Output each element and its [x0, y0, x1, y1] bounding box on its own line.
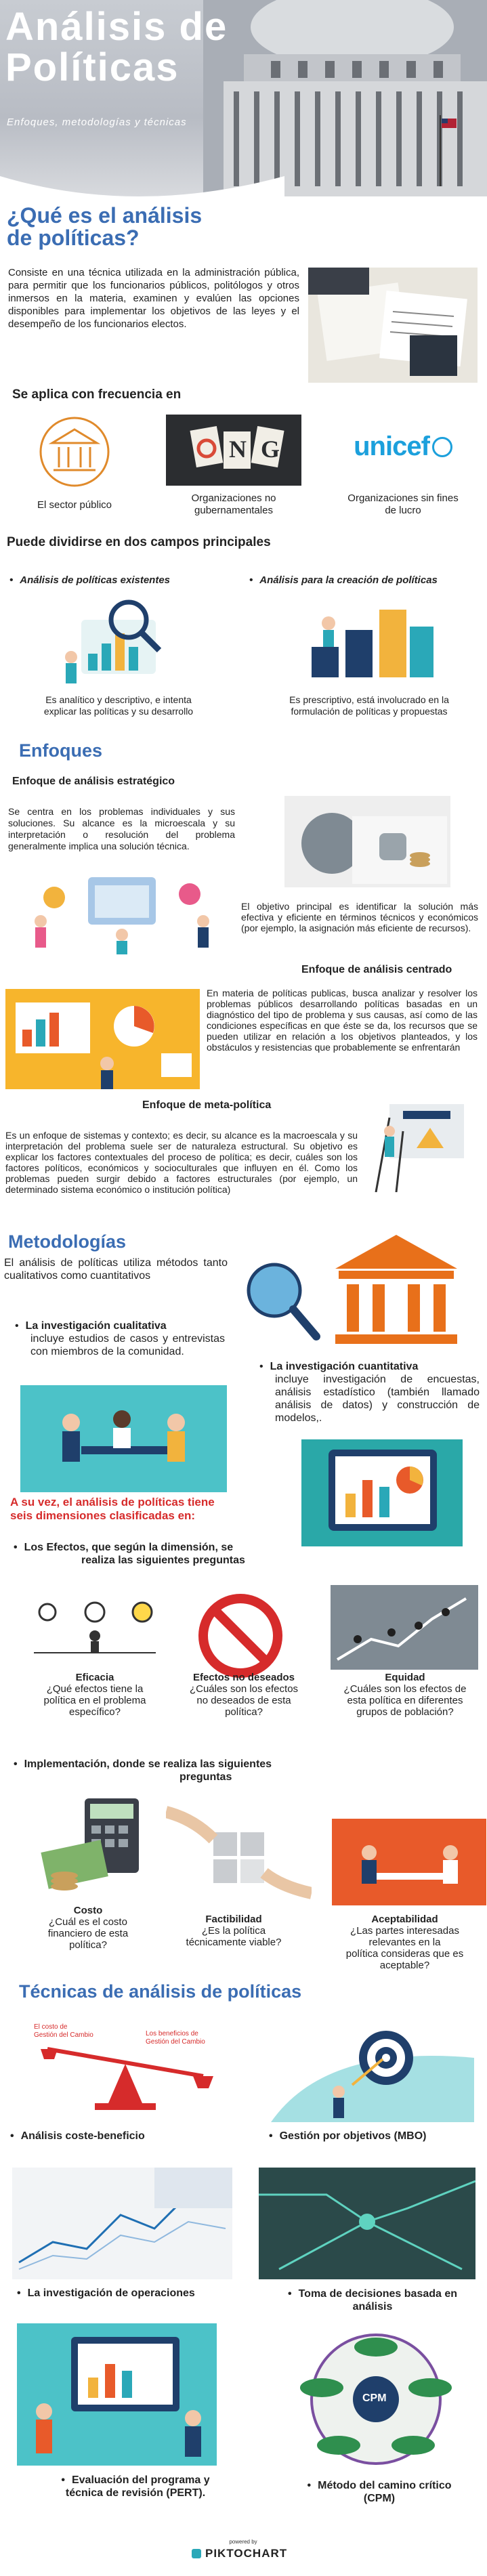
effect-efficacy-title: Eficacia — [75, 1672, 114, 1683]
bullet — [14, 1758, 24, 1770]
methods-heading: Metodologías — [8, 1231, 126, 1252]
interview-illustration — [20, 1385, 227, 1492]
strategic-photo — [284, 796, 450, 887]
impl-cost — [20, 1905, 156, 1951]
effect-equity-title: Equidad — [385, 1672, 425, 1683]
effect-unwanted-line-2: no deseados de esta — [196, 1695, 291, 1706]
equity-illustration — [331, 1585, 478, 1670]
intro-heading — [7, 205, 202, 249]
bullet — [249, 574, 259, 586]
cpm-label: CPM — [362, 2392, 387, 2404]
intro-heading-line-1: ¿Qué es el análisis — [7, 203, 203, 228]
technique-decisions-line-1: Toma de decisiones basada en — [298, 2288, 458, 2300]
impl-feasibility-line-1: ¿Es la política — [201, 1925, 266, 1937]
effect-unwanted — [169, 1672, 318, 1718]
impl-acceptability-line-4: aceptable? — [379, 1960, 430, 1971]
page-subtitle: Enfoques, metodologías y técnicas — [7, 117, 187, 128]
bullet — [14, 1542, 24, 1553]
fields-heading: Puede dividirse en dos campos principales — [7, 535, 271, 549]
nonprofit-label-line-1: Organizaciones sin fines — [347, 492, 459, 504]
technique-operations-label: La investigación de operaciones — [27, 2287, 195, 2299]
effect-equity — [324, 1672, 486, 1718]
meta-text: Es un enfoque de sistemas y contexto; es decir, su alcance es la macroescala y su interpretación del problema suele ser de naturaleza estructural. Su objetivo es explicar los factores contextuales del proceso de política; es decir, cuáles son los factores políticos, económicos y socioculturales que influyen en él. Como los problemas pueden surgir debido a factores estructurales (por ejemplo, un determinado sistema económico o institución política) — [5, 1130, 358, 1195]
technique-pert — [27, 2474, 244, 2499]
field-existing-desc-line-1: Es analítico y descriptivo, e intenta — [45, 694, 192, 705]
operations-chart-photo — [12, 2168, 232, 2279]
scale-illustration — [27, 2022, 224, 2113]
effect-unwanted-title: Efectos no deseados — [192, 1672, 295, 1683]
bullet — [308, 2480, 318, 2491]
effect-unwanted-line-3: política? — [225, 1706, 263, 1718]
title-line-2: Políticas — [5, 45, 179, 89]
centered-text: En materia de políticas publicas, busca analizar y resolver los problemas públicos desarrollando políticas basadas en un diagnóstico del tipo de problema y sus causas, así como de las condiciones específicas en que éste se da, los recursos que se pueden utilizar en relación a los objetivos planteados, y los obstáculos y resistencias que probablemente se enfrentarán — [207, 988, 478, 1053]
page-title — [5, 7, 228, 88]
footer-brand[interactable] — [192, 2547, 287, 2560]
methods-text: El análisis de políticas utiliza métodos tanto cualitativos como cuantitativos — [4, 1257, 228, 1282]
technique-cpm-line-1: Método del camino crítico — [318, 2480, 452, 2491]
impl-heading — [14, 1758, 272, 1783]
piktochart-logo-icon — [192, 2549, 201, 2558]
effect-unwanted-line-1: ¿Cuáles son los efectos — [189, 1683, 299, 1695]
qual-block — [15, 1319, 225, 1358]
applies-label-public: El sector público — [37, 499, 112, 511]
strategic-text: Se centra en los problemas individuales y sus soluciones. Su alcance es la microescala y su interpretación o resolución del problema generalmente implica una solución técnica. — [8, 806, 235, 851]
impl-acceptability-title: Aceptabilidad — [371, 1914, 438, 1925]
technique-decisions — [271, 2287, 474, 2313]
impl-feasibility-title: Factibilidad — [205, 1914, 262, 1925]
technique-cost-benefit — [10, 2130, 145, 2142]
efficacy-illustration — [27, 1585, 163, 1670]
applies-label-nonprofit — [325, 492, 481, 517]
ngo-label-line-1: Organizaciones no — [191, 492, 276, 504]
effect-efficacy — [20, 1672, 169, 1718]
target-illustration — [271, 2017, 474, 2122]
effect-efficacy-line-2: política en el problema — [43, 1695, 146, 1706]
documents-illustration — [308, 268, 478, 383]
ngo-image — [166, 415, 301, 486]
effects-heading-line-2: realiza las siguientes preguntas — [81, 1555, 245, 1566]
technique-operations — [17, 2287, 195, 2300]
effects-heading-line-1: Los Efectos, que según la dimensión, se — [24, 1542, 234, 1553]
footer-powered: powered by — [229, 2539, 257, 2545]
dimensions-heading-line-2: seis dimensiones clasificadas en: — [10, 1509, 196, 1522]
institution-icon — [332, 1231, 461, 1350]
field-existing-title-text: Análisis de políticas existentes — [20, 574, 171, 586]
meta-title: Enfoque de meta-política — [142, 1099, 272, 1111]
field-creation-desc-line-2: formulación de políticas y propuestas — [291, 706, 448, 717]
header-banner — [0, 0, 487, 196]
unicef-wordmark: unicef — [354, 431, 429, 461]
bullet — [9, 574, 20, 586]
cpm-diagram — [291, 2330, 461, 2469]
unicef-logo — [332, 421, 474, 472]
impl-feasibility — [163, 1914, 305, 1948]
pert-illustration — [17, 2323, 217, 2466]
impl-cost-line-1: ¿Cuál es el costo — [49, 1916, 127, 1928]
effect-equity-line-2: esta política en diferentes — [347, 1695, 463, 1706]
strategic-illustration — [14, 857, 230, 955]
meta-illustration — [362, 1091, 481, 1192]
intro-image — [308, 268, 478, 383]
technique-pert-line-2: técnica de revisión (PERT). — [65, 2487, 206, 2499]
dimensions-heading — [10, 1496, 215, 1523]
field-creation-illustration — [298, 589, 444, 691]
field-creation-title-text: Análisis para la creación de políticas — [259, 574, 438, 586]
impl-acceptability-line-2: relevantes en la — [368, 1937, 441, 1948]
field-creation-title — [249, 574, 438, 586]
effect-equity-line-1: ¿Cuáles son los efectos de — [343, 1683, 467, 1695]
technique-cpm — [284, 2479, 474, 2505]
ngo-letter-g: G — [261, 436, 280, 463]
scale-right-line-1: Los beneficios de — [146, 2030, 198, 2037]
impl-acceptability-line-1: ¿Las partes interesadas — [350, 1925, 459, 1937]
puzzle-illustration — [166, 1798, 312, 1905]
field-creation-desc-line-1: Es prescriptivo, está involucrado en la — [289, 694, 449, 705]
nonprofit-label-line-2: de lucro — [385, 505, 421, 516]
bullet — [288, 2288, 299, 2300]
bullet — [259, 1361, 270, 1372]
tablet-illustration — [301, 1439, 463, 1546]
strategic-title: Enfoque de análisis estratégico — [12, 776, 175, 787]
impl-cost-line-2: financiero de esta — [47, 1928, 129, 1939]
field-existing-desc-line-2: explicar las políticas y su desarrollo — [43, 706, 194, 717]
dimensions-heading-line-1: A su vez, el análisis de políticas tiene — [10, 1496, 215, 1508]
impl-cost-line-3: política? — [69, 1939, 107, 1951]
field-creation-desc — [261, 694, 478, 717]
quant-text: incluye investigación de encuestas, análisis estadístico (también llamado análisis de datos) y construcción de modelos,. — [275, 1374, 480, 1424]
quant-title: La investigación cuantitativa — [270, 1361, 419, 1372]
impl-heading-line-2: preguntas — [179, 1771, 232, 1783]
technique-mbo-label: Gestión por objetivos (MBO) — [279, 2130, 427, 2142]
impl-acceptability-line-3: política consideras que es — [345, 1948, 464, 1960]
cost-illustration — [37, 1792, 146, 1899]
ngo-letter-n: N — [229, 436, 247, 463]
bullet — [269, 2130, 280, 2142]
magnifier-illustration — [240, 1257, 322, 1345]
bullet — [10, 2130, 21, 2142]
field-existing-title — [9, 574, 170, 586]
scale-left-line-2: Gestión del Cambio — [34, 2031, 93, 2039]
centered-illustration — [5, 989, 200, 1089]
field-existing-desc — [17, 694, 220, 717]
applies-heading: Se aplica con frecuencia en — [12, 387, 182, 402]
impl-cost-title: Costo — [73, 1905, 103, 1916]
scale-right-label — [146, 2030, 205, 2046]
qual-title: La investigación cualitativa — [25, 1320, 167, 1332]
scale-left-label — [34, 2023, 93, 2040]
meeting-illustration — [332, 1819, 486, 1905]
technique-cpm-line-2: (CPM) — [363, 2493, 396, 2504]
globe-icon — [432, 437, 452, 457]
bullet — [61, 2474, 72, 2486]
bullet — [17, 2287, 28, 2299]
effect-efficacy-line-1: ¿Qué efectos tiene la — [46, 1683, 144, 1695]
technique-decisions-line-2: análisis — [352, 2301, 393, 2313]
applies-label-ngo — [163, 492, 305, 517]
ngo-label-line-2: gubernamentales — [194, 505, 273, 516]
quant-block — [259, 1360, 480, 1424]
qual-text: incluye estudios de casos y entrevistas con miembros de la comunidad. — [30, 1333, 225, 1357]
intro-text: Consiste en una técnica utilizada en la administración pública, para permitir que los funcionarios públicos, politólogos y otros inmersos en la materia, examinen y evalúen las opciones disponibles para implementar los objetivos de las leyes y el desempeño de los funcionarios electos. — [8, 267, 299, 330]
strategic-text-2: El objetivo principal es identificar la solución más efectiva y eficiente en términos técnicos y económicos (por ejemplo, la asignación más eficiente de recursos). — [241, 901, 478, 933]
centered-title: Enfoque de análisis centrado — [301, 964, 452, 975]
decisions-photo — [259, 2168, 475, 2279]
scale-right-line-2: Gestión del Cambio — [146, 2038, 205, 2046]
effect-efficacy-line-3: específico? — [69, 1706, 121, 1718]
public-sector-icon — [37, 415, 112, 489]
techniques-heading: Técnicas de análisis de políticas — [19, 1981, 302, 2002]
scale-left-line-1: El costo de — [34, 2023, 68, 2031]
technique-cost-benefit-label: Análisis coste-beneficio — [20, 2130, 145, 2142]
intro-heading-line-2: de políticas? — [7, 226, 140, 250]
impl-feasibility-line-2: técnicamente viable? — [186, 1937, 282, 1948]
technique-mbo — [269, 2130, 427, 2142]
effects-heading — [14, 1541, 245, 1567]
title-line-1: Análisis de — [5, 5, 228, 49]
prohibited-icon — [196, 1592, 284, 1680]
impl-heading-line-1: Implementación, donde se realiza las siguientes — [24, 1758, 272, 1770]
effect-equity-line-3: grupos de población? — [356, 1706, 454, 1718]
piktochart-wordmark: PIKTOCHART — [205, 2547, 288, 2560]
approaches-heading: Enfoques — [19, 740, 103, 761]
field-existing-illustration — [47, 593, 190, 691]
impl-acceptability — [325, 1914, 484, 1971]
bullet — [15, 1320, 26, 1332]
technique-pert-line-1: Evaluación del programa y — [71, 2474, 210, 2486]
